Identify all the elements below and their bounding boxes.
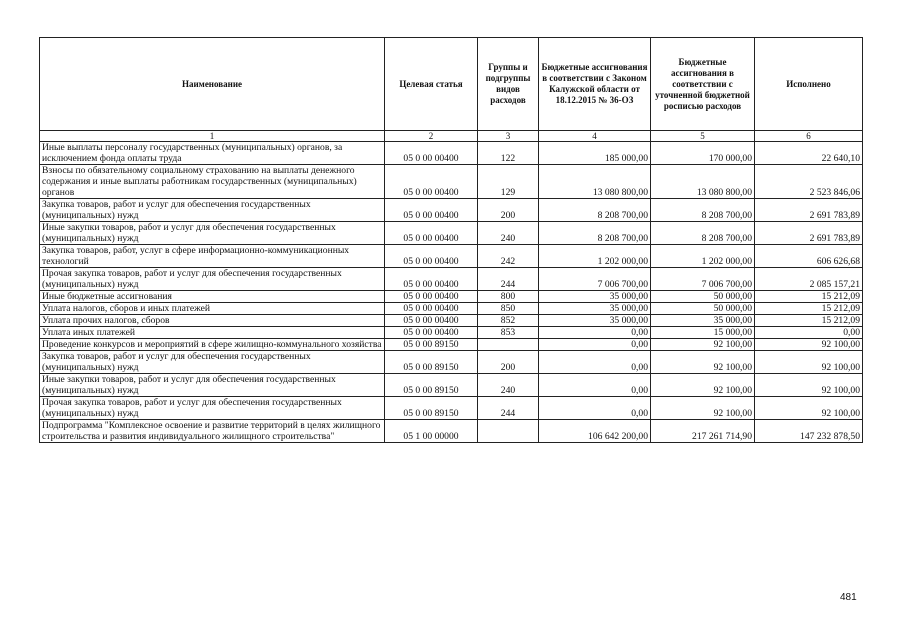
header-revised: Бюджетные ассигнования в соответствии с уточненной бюджетной росписью расходов	[651, 38, 755, 131]
executed-amount: 92 100,00	[755, 351, 863, 374]
revised-amount: 50 000,00	[651, 303, 755, 315]
row-name: Иные закупки товаров, работ и услуг для обеспечения государственных (муниципальных) нужд	[40, 222, 385, 245]
revised-amount: 35 000,00	[651, 315, 755, 327]
expense-group: 200	[478, 351, 539, 374]
revised-amount: 1 202 000,00	[651, 245, 755, 268]
target-article: 05 0 00 00400	[385, 142, 478, 165]
table-row	[40, 339, 863, 351]
column-number: 3	[478, 131, 539, 142]
table-row	[40, 199, 863, 222]
column-number-row	[40, 131, 863, 142]
target-article: 05 0 00 89150	[385, 374, 478, 397]
revised-amount: 217 261 714,90	[651, 420, 755, 443]
target-article: 05 0 00 00400	[385, 291, 478, 303]
law-amount: 0,00	[539, 351, 651, 374]
row-name: Прочая закупка товаров, работ и услуг для обеспечения государственных (муниципальных) нужд	[40, 397, 385, 420]
row-name: Иные выплаты персоналу государственных (муниципальных) органов, за исключением фонда оплаты труда	[40, 142, 385, 165]
row-name: Иные закупки товаров, работ и услуг для обеспечения государственных (муниципальных) нужд	[40, 374, 385, 397]
law-amount: 106 642 200,00	[539, 420, 651, 443]
column-number: 6	[755, 131, 863, 142]
executed-amount: 2 085 157,21	[755, 268, 863, 291]
target-article: 05 0 00 89150	[385, 351, 478, 374]
expense-group: 242	[478, 245, 539, 268]
row-name: Закупка товаров, работ и услуг для обеспечения государственных (муниципальных) нужд	[40, 351, 385, 374]
expense-group: 244	[478, 397, 539, 420]
law-amount: 35 000,00	[539, 303, 651, 315]
table-row	[40, 351, 863, 374]
law-amount: 8 208 700,00	[539, 199, 651, 222]
row-name: Взносы по обязательному социальному страхованию на выплаты денежного содержания и иные выплаты работникам государственных (муниципальных) органов	[40, 165, 385, 199]
expense-group: 800	[478, 291, 539, 303]
expense-group: 240	[478, 222, 539, 245]
table-row	[40, 222, 863, 245]
revised-amount: 50 000,00	[651, 291, 755, 303]
row-name: Уплата иных платежей	[40, 327, 385, 339]
executed-amount: 22 640,10	[755, 142, 863, 165]
expense-group	[478, 420, 539, 443]
revised-amount: 15 000,00	[651, 327, 755, 339]
law-amount: 8 208 700,00	[539, 222, 651, 245]
expense-group: 850	[478, 303, 539, 315]
expense-group: 244	[478, 268, 539, 291]
law-amount: 7 006 700,00	[539, 268, 651, 291]
target-article: 05 1 00 00000	[385, 420, 478, 443]
revised-amount: 92 100,00	[651, 339, 755, 351]
target-article: 05 0 00 00400	[385, 199, 478, 222]
expense-group: 853	[478, 327, 539, 339]
executed-amount: 92 100,00	[755, 397, 863, 420]
expense-group: 122	[478, 142, 539, 165]
revised-amount: 92 100,00	[651, 374, 755, 397]
target-article: 05 0 00 00400	[385, 268, 478, 291]
executed-amount: 147 232 878,50	[755, 420, 863, 443]
law-amount: 185 000,00	[539, 142, 651, 165]
revised-amount: 13 080 800,00	[651, 165, 755, 199]
expense-group	[478, 339, 539, 351]
header-target: Целевая статья	[385, 38, 478, 131]
table-row	[40, 245, 863, 268]
law-amount: 35 000,00	[539, 315, 651, 327]
target-article: 05 0 00 89150	[385, 397, 478, 420]
row-name: Иные бюджетные ассигнования	[40, 291, 385, 303]
law-amount: 0,00	[539, 397, 651, 420]
row-name: Закупка товаров, работ и услуг для обеспечения государственных (муниципальных) нужд	[40, 199, 385, 222]
revised-amount: 92 100,00	[651, 397, 755, 420]
expense-group: 240	[478, 374, 539, 397]
expense-group: 129	[478, 165, 539, 199]
executed-amount: 15 212,09	[755, 303, 863, 315]
row-name: Проведение конкурсов и мероприятий в сфере жилищно-коммунального хозяйства	[40, 339, 385, 351]
law-amount: 0,00	[539, 339, 651, 351]
target-article: 05 0 00 00400	[385, 315, 478, 327]
row-name: Уплата прочих налогов, сборов	[40, 315, 385, 327]
header-groups: Группы и подгруппы видов расходов	[478, 38, 539, 131]
expense-group: 852	[478, 315, 539, 327]
executed-amount: 2 691 783,89	[755, 199, 863, 222]
target-article: 05 0 00 89150	[385, 339, 478, 351]
table-row	[40, 268, 863, 291]
law-amount: 0,00	[539, 374, 651, 397]
table-row	[40, 165, 863, 199]
table-row	[40, 374, 863, 397]
row-name: Подпрограмма "Комплексное освоение и развитие территорий в целях жилищного строительства и развития индивидуального жилищного строительства"	[40, 420, 385, 443]
table-row	[40, 291, 863, 303]
budget-table	[39, 37, 863, 443]
column-number: 4	[539, 131, 651, 142]
column-number: 5	[651, 131, 755, 142]
executed-amount: 92 100,00	[755, 339, 863, 351]
table-row	[40, 420, 863, 443]
revised-amount: 8 208 700,00	[651, 222, 755, 245]
table-row	[40, 315, 863, 327]
table-row	[40, 327, 863, 339]
table-row	[40, 397, 863, 420]
target-article: 05 0 00 00400	[385, 303, 478, 315]
table-row	[40, 303, 863, 315]
executed-amount: 15 212,09	[755, 291, 863, 303]
column-number: 1	[40, 131, 385, 142]
expense-group: 200	[478, 199, 539, 222]
header-name: Наименование	[40, 38, 385, 131]
table-row	[40, 142, 863, 165]
header-row	[40, 38, 863, 131]
revised-amount: 92 100,00	[651, 351, 755, 374]
target-article: 05 0 00 00400	[385, 245, 478, 268]
executed-amount: 15 212,09	[755, 315, 863, 327]
target-article: 05 0 00 00400	[385, 165, 478, 199]
law-amount: 13 080 800,00	[539, 165, 651, 199]
executed-amount: 92 100,00	[755, 374, 863, 397]
executed-amount: 2 691 783,89	[755, 222, 863, 245]
law-amount: 0,00	[539, 327, 651, 339]
header-executed: Исполнено	[755, 38, 863, 131]
revised-amount: 7 006 700,00	[651, 268, 755, 291]
table-body	[40, 142, 863, 443]
executed-amount: 606 626,68	[755, 245, 863, 268]
row-name: Уплата налогов, сборов и иных платежей	[40, 303, 385, 315]
law-amount: 1 202 000,00	[539, 245, 651, 268]
revised-amount: 170 000,00	[651, 142, 755, 165]
target-article: 05 0 00 00400	[385, 327, 478, 339]
target-article: 05 0 00 00400	[385, 222, 478, 245]
row-name: Закупка товаров, работ, услуг в сфере информационно-коммуникационных технологий	[40, 245, 385, 268]
row-name: Прочая закупка товаров, работ и услуг для обеспечения государственных (муниципальных) нужд	[40, 268, 385, 291]
law-amount: 35 000,00	[539, 291, 651, 303]
revised-amount: 8 208 700,00	[651, 199, 755, 222]
executed-amount: 2 523 846,06	[755, 165, 863, 199]
page-number: 481	[840, 592, 857, 603]
executed-amount: 0,00	[755, 327, 863, 339]
header-law: Бюджетные ассигнования в соответствии с Законом Калужской области от 18.12.2015 № 36-ОЗ	[539, 38, 651, 131]
column-number: 2	[385, 131, 478, 142]
